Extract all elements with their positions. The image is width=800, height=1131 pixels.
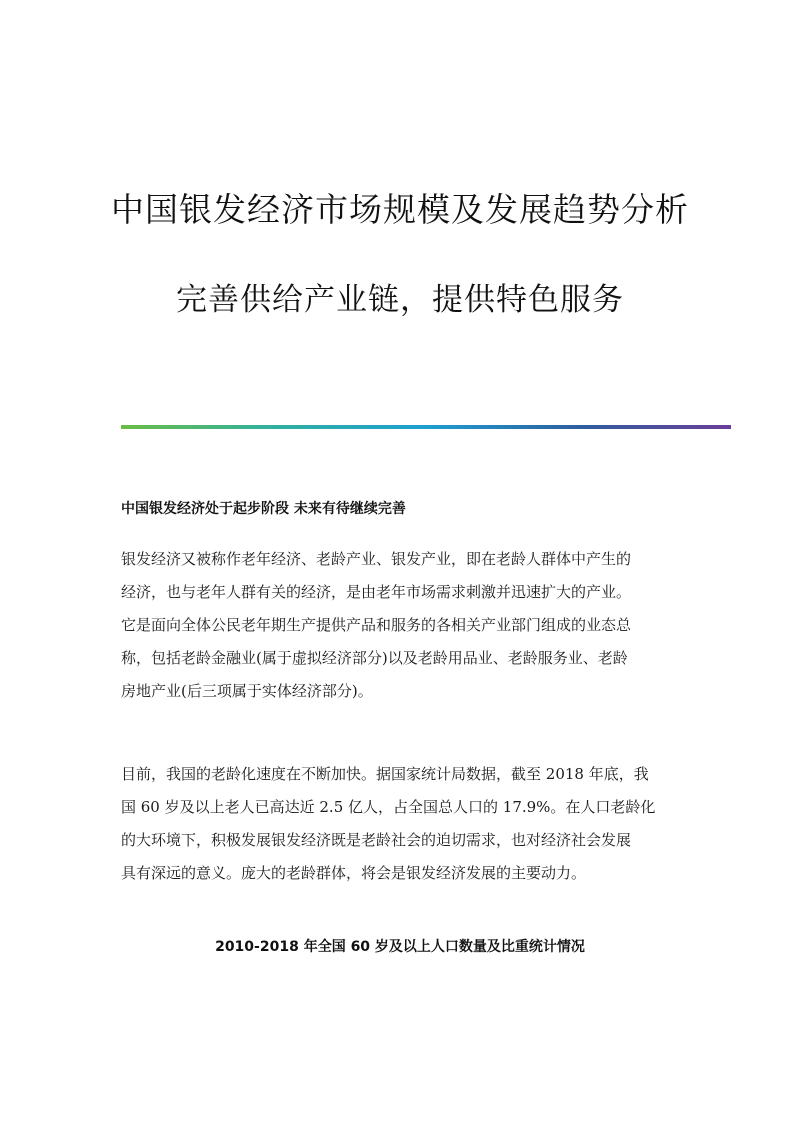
paragraph-line: 的大环境下，积极发展银发经济既是老龄社会的迫切需求，也对经济社会发展 [121, 831, 632, 849]
paragraph-line: 房地产业(后三项属于实体经济部分)。 [121, 682, 373, 700]
paragraph-line: 它是面向全体公民老年期生产提供产品和服务的各相关产业部门组成的业态总 [121, 616, 632, 634]
chart-caption: 2010-2018 年全国 60 岁及以上人口数量及比重统计情况 [215, 939, 585, 955]
section-heading: 中国银发经济处于起步阶段 未来有待继续完善 [121, 501, 406, 517]
paragraph-line: 目前，我国的老龄化速度在不断加快。据国家统计局数据，截至 2018 年底，我 [121, 765, 649, 783]
gradient-divider [121, 425, 731, 429]
paragraph-aging-status [121, 758, 681, 890]
page-subtitle: 完善供给产业链，提供特色服务 [176, 282, 624, 318]
paragraph-line: 称，包括老龄金融业(属于虚拟经济部分)以及老龄用品业、老龄服务业、老龄 [121, 649, 628, 667]
page-title: 中国银发经济市场规模及发展趋势分析 [111, 190, 689, 229]
paragraph-line: 国 60 岁及以上老人已高达近 2.5 亿人，占全国总人口的 17.9%。在人口老龄化 [121, 798, 656, 816]
paragraph-line: 具有深远的意义。庞大的老龄群体，将会是银发经济发展的主要动力。 [121, 864, 587, 882]
paragraph-line: 银发经济又被称作老年经济、老龄产业、银发产业，即在老龄人群体中产生的 [121, 550, 632, 568]
paragraph-definition [121, 543, 681, 708]
paragraph-line: 经济，也与老年人群有关的经济，是由老年市场需求刺激并迅速扩大的产业。 [121, 583, 632, 601]
